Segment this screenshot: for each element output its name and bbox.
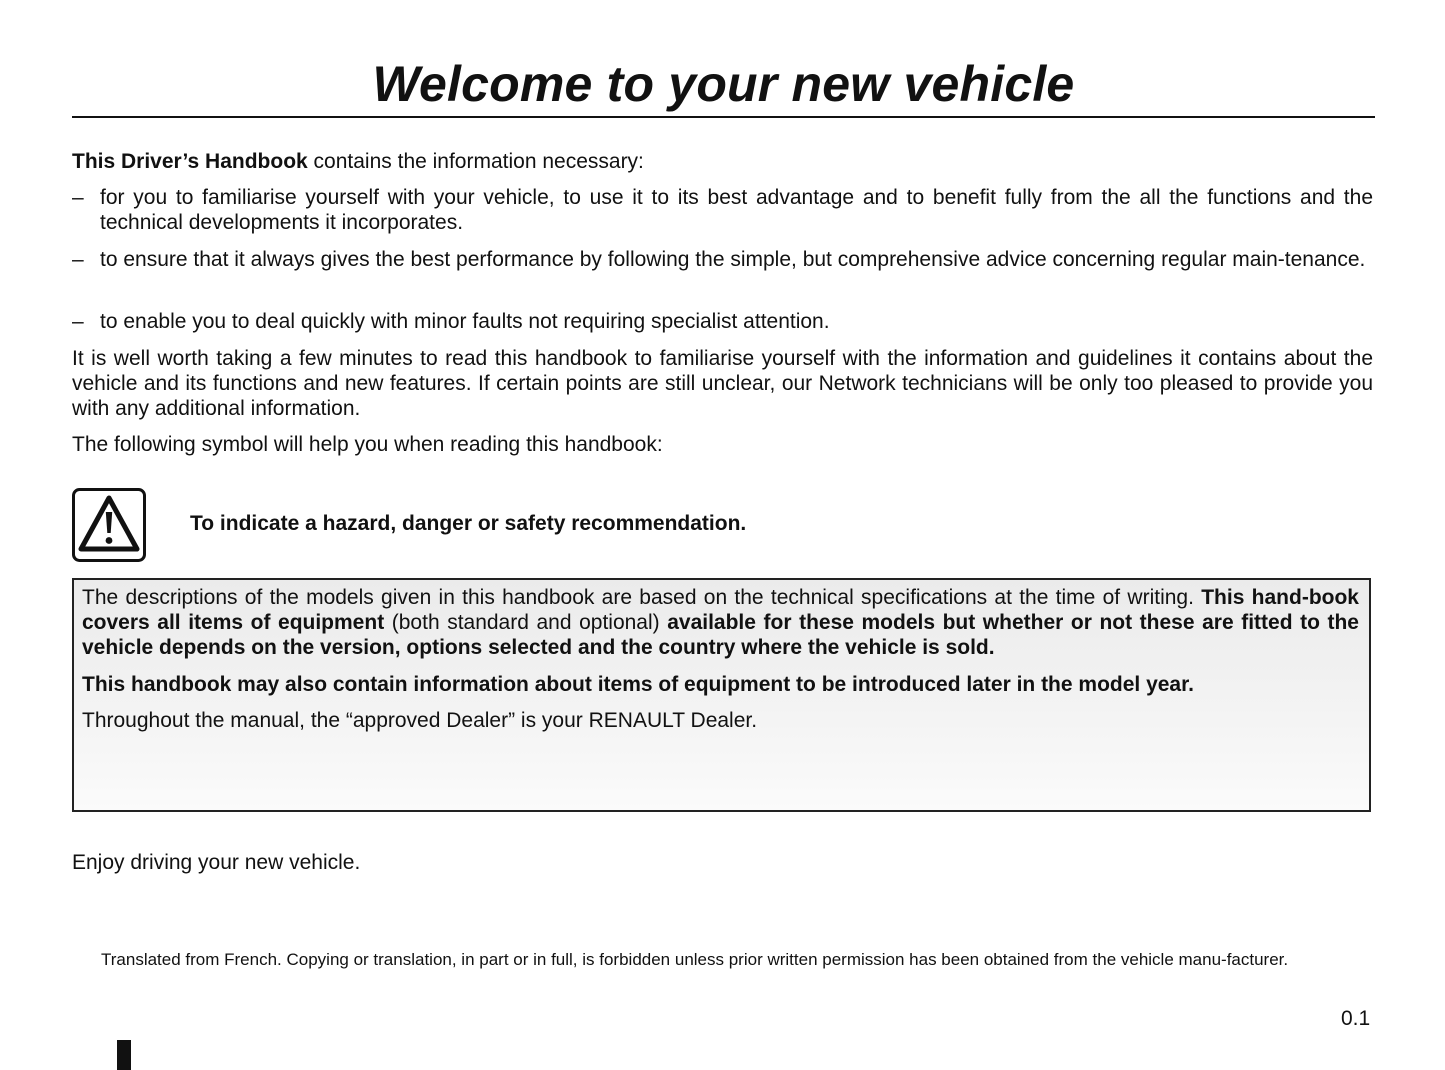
bullet-text: to enable you to deal quickly with minor faults not requiring specialist attention. — [100, 310, 830, 333]
note-text-d: available for these models but whether or not these are fitted to the vehicle depends on the version, options selected and the country where the vehicle is sold. — [82, 611, 1359, 659]
equipment-note-box — [72, 578, 1371, 812]
bullet-text: for you to familiarise yourself with your vehicle, to use it to its best advantage and to benefit fully from the all the functions and the technical developments it incorporates. — [100, 186, 1373, 234]
bullet-dash: – — [72, 310, 84, 333]
intro-bold: This Driver’s Handbook — [72, 150, 308, 173]
closing-line: Enjoy driving your new vehicle. — [72, 851, 361, 874]
note-paragraph-3: Throughout the manual, the “approved Dealer” is your RENAULT Dealer. — [82, 709, 758, 732]
note-paragraph-1 — [82, 585, 1359, 660]
symbol-intro: The following symbol will help you when reading this handbook: — [72, 433, 663, 456]
bullet-item-3 — [72, 309, 1373, 334]
note-paragraph-2 — [82, 672, 1359, 697]
bullet-dash: – — [72, 248, 84, 271]
intro-paragraph — [72, 149, 1373, 174]
section-edge-mark — [117, 1040, 131, 1070]
note-text-a: The descriptions of the models given in this handbook are based on the technical specifications at the time of writing. — [82, 586, 1202, 609]
note-text-c: (both standard and optional) — [384, 611, 668, 634]
warning-triangle-icon — [72, 488, 146, 562]
copyright-footnote: Translated from French. Copying or translation, in part or in full, is forbidden unless prior written permission has been obtained from the vehicle manu-facturer. — [101, 950, 1289, 969]
title-divider — [72, 116, 1375, 118]
bullet-text: to ensure that it always gives the best performance by following the simple, but comprehensive advice concerning regular main-tenance. — [100, 248, 1366, 271]
bullet-item-2 — [72, 247, 1373, 272]
note-text-p2: This handbook may also contain information about items of equipment to be introduced later in the model year. — [82, 673, 1194, 696]
page-number: 0.1 — [1341, 1007, 1371, 1030]
note-text-b: This hand-book covers all items of equipment — [82, 586, 1359, 634]
page-title: Welcome to your new vehicle — [372, 56, 1075, 112]
warning-description: To indicate a hazard, danger or safety recommendation. — [190, 512, 747, 535]
handbook-paragraph: It is well worth taking a few minutes to read this handbook to familiarise yourself with the information and guidelines it contains about the vehicle and its functions and new features. If certain points are still unclear, our Network technicians will be only too pleased to provide you with any additional information. — [72, 347, 1373, 420]
intro-rest: contains the information necessary: — [307, 150, 644, 173]
bullet-item-1 — [72, 185, 1373, 235]
bullet-dash: – — [72, 186, 84, 209]
